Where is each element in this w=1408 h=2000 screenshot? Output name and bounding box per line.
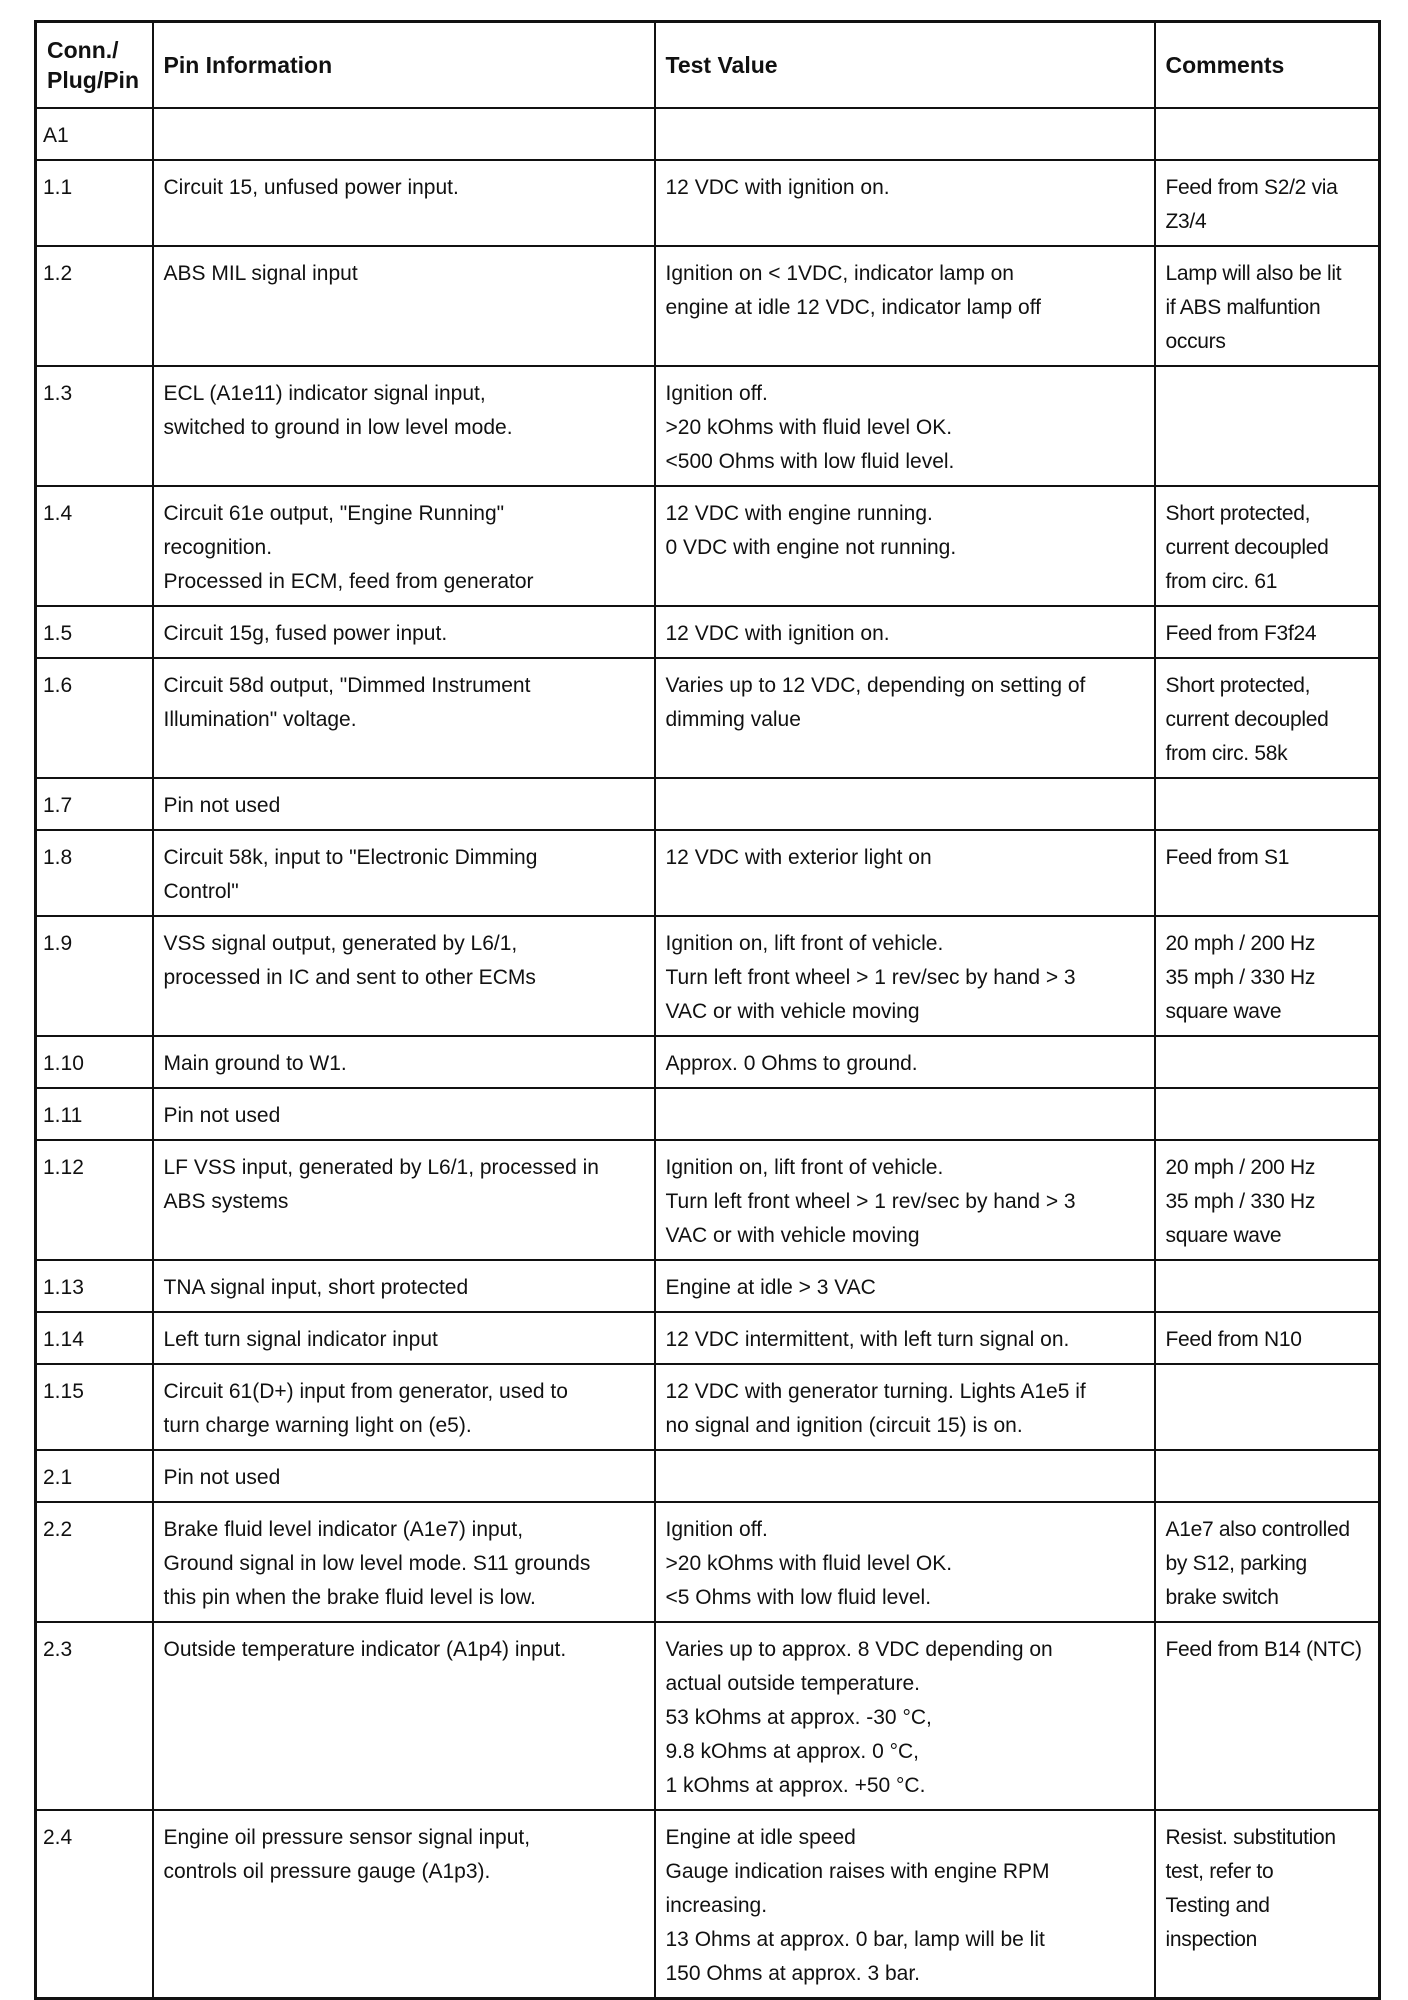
test-line: 12 VDC with ignition on. [665, 622, 890, 645]
comment-line: Feed from N10 [1165, 1328, 1302, 1351]
pin-information-cell [153, 1502, 655, 1622]
info-line: Engine oil pressure sensor signal input, [163, 1826, 531, 1849]
table-row [36, 108, 1380, 160]
pin-information-cell [153, 108, 655, 160]
pin-information-cell [153, 246, 655, 366]
comment-line: from circ. 61 [1165, 570, 1278, 593]
info-line: Pin not used [163, 1466, 281, 1489]
comment-line: Short protected, [1165, 674, 1311, 697]
info-line: ECL (A1e11) indicator signal input, [163, 382, 486, 405]
pin-id-cell: 1.8 [36, 830, 153, 916]
comment-line: 20 mph / 200 Hz [1165, 1156, 1316, 1179]
pin-information-cell [153, 366, 655, 486]
test-line: 12 VDC with engine running. [665, 502, 933, 525]
comments-cell [1155, 916, 1380, 1036]
info-line: VSS signal output, generated by L6/1, [163, 932, 518, 955]
table-row [36, 1502, 1380, 1622]
test-value-cell [655, 246, 1155, 366]
test-line: 53 kOhms at approx. -30 °C, [665, 1706, 932, 1729]
info-line: ABS systems [163, 1190, 289, 1213]
pin-id-cell: 1.1 [36, 160, 153, 246]
table-row [36, 486, 1380, 606]
info-line: processed in IC and sent to other ECMs [163, 966, 536, 989]
test-line: 12 VDC intermittent, with left turn signal on. [665, 1328, 1070, 1351]
info-line: controls oil pressure gauge (A1p3). [163, 1860, 491, 1883]
test-line: actual outside temperature. [665, 1672, 920, 1695]
comments-cell [1155, 1036, 1380, 1088]
comments-cell [1155, 1260, 1380, 1312]
test-line: Approx. 0 Ohms to ground. [665, 1052, 918, 1075]
pin-id-cell: 1.4 [36, 486, 153, 606]
info-line: turn charge warning light on (e5). [163, 1414, 472, 1437]
info-line: Brake fluid level indicator (A1e7) input, [163, 1518, 524, 1541]
info-line: Circuit 58k, input to "Electronic Dimming [163, 846, 538, 869]
header-test-value: Test Value [655, 22, 1155, 109]
test-value-cell [655, 606, 1155, 658]
test-value-cell [655, 778, 1155, 830]
pin-information-cell [153, 830, 655, 916]
test-line: 12 VDC with exterior light on [665, 846, 932, 869]
test-line: VAC or with vehicle moving [665, 1224, 920, 1247]
table-row [36, 778, 1380, 830]
comment-line: current decoupled [1165, 536, 1329, 559]
test-line: 9.8 kOhms at approx. 0 °C, [665, 1740, 920, 1763]
test-value-cell [655, 1364, 1155, 1450]
test-line: 13 Ohms at approx. 0 bar, lamp will be lit [665, 1928, 1045, 1951]
comments-cell [1155, 606, 1380, 658]
info-line: ABS MIL signal input [163, 262, 358, 285]
pin-information-cell [153, 1364, 655, 1450]
test-value-cell [655, 658, 1155, 778]
pin-id-cell: 1.11 [36, 1088, 153, 1140]
comments-cell [1155, 160, 1380, 246]
comments-cell [1155, 1450, 1380, 1502]
comment-line: square wave [1165, 1000, 1282, 1023]
comments-cell [1155, 658, 1380, 778]
table-row [36, 1036, 1380, 1088]
comment-line: 20 mph / 200 Hz [1165, 932, 1316, 955]
pin-id-cell: 1.14 [36, 1312, 153, 1364]
header-conn-line-2: Plug/Pin [47, 67, 139, 93]
table-row [36, 1088, 1380, 1140]
comments-cell [1155, 366, 1380, 486]
info-line: switched to ground in low level mode. [163, 416, 513, 439]
comments-cell [1155, 1622, 1380, 1810]
pin-id-cell: 2.1 [36, 1450, 153, 1502]
info-line: Control" [163, 880, 239, 903]
pin-table [34, 20, 1381, 2000]
info-line: recognition. [163, 536, 273, 559]
pin-information-cell [153, 160, 655, 246]
test-line: engine at idle 12 VDC, indicator lamp off [665, 296, 1041, 319]
table-body [36, 108, 1380, 1999]
table-row [36, 246, 1380, 366]
comments-cell [1155, 246, 1380, 366]
test-value-cell [655, 1036, 1155, 1088]
pin-id-cell: 1.15 [36, 1364, 153, 1450]
comment-line: Feed from B14 (NTC) [1165, 1638, 1362, 1661]
header-comments: Comments [1155, 22, 1380, 109]
comment-line: Short protected, [1165, 502, 1311, 525]
test-line: Ignition on, lift front of vehicle. [665, 1156, 944, 1179]
comment-line: inspection [1165, 1928, 1258, 1951]
comments-cell [1155, 486, 1380, 606]
test-value-cell [655, 1260, 1155, 1312]
pin-information-cell [153, 1260, 655, 1312]
table-row [36, 606, 1380, 658]
test-line: >20 kOhms with fluid level OK. [665, 416, 953, 439]
test-value-cell [655, 1622, 1155, 1810]
pin-id-cell: 1.3 [36, 366, 153, 486]
pin-information-cell [153, 658, 655, 778]
info-line: Pin not used [163, 794, 281, 817]
info-line: Processed in ECM, feed from generator [163, 570, 534, 593]
test-line: 1 kOhms at approx. +50 °C. [665, 1774, 926, 1797]
comment-line: Feed from S1 [1165, 846, 1290, 869]
header-row [36, 22, 1380, 109]
pin-information-cell [153, 1450, 655, 1502]
pin-information-cell [153, 1312, 655, 1364]
comment-line: A1e7 also controlled [1165, 1518, 1350, 1541]
info-line: LF VSS input, generated by L6/1, processed in [163, 1156, 599, 1179]
comment-line: 35 mph / 330 Hz [1165, 966, 1316, 989]
test-line: no signal and ignition (circuit 15) is on. [665, 1414, 1023, 1437]
info-line: Circuit 15, unfused power input. [163, 176, 459, 199]
comments-cell [1155, 830, 1380, 916]
table-row [36, 160, 1380, 246]
pin-information-cell [153, 1810, 655, 1999]
test-line: 150 Ohms at approx. 3 bar. [665, 1962, 920, 1985]
comment-line: Resist. substitution [1165, 1826, 1336, 1849]
table-row [36, 1810, 1380, 1999]
pin-id-cell: 2.3 [36, 1622, 153, 1810]
test-line: Gauge indication raises with engine RPM [665, 1860, 1050, 1883]
comment-line: Lamp will also be lit [1165, 262, 1342, 285]
info-line: Left turn signal indicator input [163, 1328, 438, 1351]
pin-id-cell: 1.12 [36, 1140, 153, 1260]
test-value-cell [655, 1312, 1155, 1364]
test-value-cell [655, 366, 1155, 486]
table-row [36, 366, 1380, 486]
test-line: Engine at idle speed [665, 1826, 856, 1849]
table-row [36, 916, 1380, 1036]
test-value-cell [655, 916, 1155, 1036]
test-line: Engine at idle > 3 VAC [665, 1276, 876, 1299]
table-row [36, 1622, 1380, 1810]
pin-information-cell [153, 1140, 655, 1260]
pin-id-cell: 1.2 [36, 246, 153, 366]
test-line: VAC or with vehicle moving [665, 1000, 920, 1023]
comment-line: occurs [1165, 330, 1226, 353]
test-value-cell [655, 1810, 1155, 1999]
info-line: Circuit 61e output, "Engine Running" [163, 502, 505, 525]
test-line: dimming value [665, 708, 801, 731]
test-value-cell [655, 1140, 1155, 1260]
table-row [36, 658, 1380, 778]
comment-line: current decoupled [1165, 708, 1329, 731]
test-line: increasing. [665, 1894, 768, 1917]
info-line: Illumination" voltage. [163, 708, 357, 731]
test-line: Varies up to 12 VDC, depending on setting of [665, 674, 1086, 697]
table-row [36, 1312, 1380, 1364]
pin-information-cell [153, 1622, 655, 1810]
test-value-cell [655, 830, 1155, 916]
comments-cell [1155, 1140, 1380, 1260]
pin-id-cell: 1.6 [36, 658, 153, 778]
comment-line: from circ. 58k [1165, 742, 1288, 765]
comment-line: square wave [1165, 1224, 1282, 1247]
table-row [36, 1364, 1380, 1450]
test-line: Ignition off. [665, 382, 768, 405]
comment-line: brake switch [1165, 1586, 1279, 1609]
comments-cell [1155, 1810, 1380, 1999]
comment-line: test, refer to [1165, 1860, 1274, 1883]
test-line: >20 kOhms with fluid level OK. [665, 1552, 953, 1575]
table-row [36, 830, 1380, 916]
test-line: Varies up to approx. 8 VDC depending on [665, 1638, 1053, 1661]
pin-information-cell [153, 916, 655, 1036]
comment-line: Feed from S2/2 via [1165, 176, 1338, 199]
comment-line: Z3/4 [1165, 210, 1207, 233]
pin-id-cell: 2.2 [36, 1502, 153, 1622]
pin-information-cell [153, 486, 655, 606]
comment-line: by S12, parking [1165, 1552, 1307, 1575]
pin-id-cell: 1.13 [36, 1260, 153, 1312]
pin-table-container [34, 20, 1378, 2000]
header-pin-information: Pin Information [153, 22, 655, 109]
info-line: Outside temperature indicator (A1p4) input. [163, 1638, 567, 1661]
test-line: 0 VDC with engine not running. [665, 536, 957, 559]
test-line: Turn left front wheel > 1 rev/sec by hand > 3 [665, 1190, 1076, 1213]
test-line: Ignition on < 1VDC, indicator lamp on [665, 262, 1014, 285]
info-line: Circuit 58d output, "Dimmed Instrument [163, 674, 531, 697]
test-line: 12 VDC with generator turning. Lights A1e5 if [665, 1380, 1086, 1403]
pin-id-cell: 1.10 [36, 1036, 153, 1088]
pin-id-cell: A1 [36, 108, 153, 160]
header-conn-plug-pin [36, 22, 153, 109]
test-value-cell [655, 1502, 1155, 1622]
pin-id-cell: 1.9 [36, 916, 153, 1036]
test-line: <5 Ohms with low fluid level. [665, 1586, 932, 1609]
info-line: this pin when the brake fluid level is low. [163, 1586, 536, 1609]
pin-information-cell [153, 1036, 655, 1088]
info-line: Circuit 15g, fused power input. [163, 622, 448, 645]
test-line: <500 Ohms with low fluid level. [665, 450, 955, 473]
pin-information-cell [153, 1088, 655, 1140]
test-value-cell [655, 1450, 1155, 1502]
test-value-cell [655, 160, 1155, 246]
comment-line: if ABS malfuntion [1165, 296, 1321, 319]
comments-cell [1155, 1364, 1380, 1450]
comments-cell [1155, 108, 1380, 160]
pin-id-cell: 2.4 [36, 1810, 153, 1999]
test-value-cell [655, 1088, 1155, 1140]
info-line: TNA signal input, short protected [163, 1276, 469, 1299]
info-line: Circuit 61(D+) input from generator, used to [163, 1380, 568, 1403]
comment-line: Feed from F3f24 [1165, 622, 1317, 645]
comments-cell [1155, 778, 1380, 830]
table-row [36, 1450, 1380, 1502]
pin-id-cell: 1.7 [36, 778, 153, 830]
test-value-cell [655, 486, 1155, 606]
pin-id-cell: 1.5 [36, 606, 153, 658]
header-conn-line-1: Conn./ [47, 37, 119, 63]
test-value-cell [655, 108, 1155, 160]
table-row [36, 1260, 1380, 1312]
pin-information-cell [153, 778, 655, 830]
comments-cell [1155, 1502, 1380, 1622]
test-line: Ignition on, lift front of vehicle. [665, 932, 944, 955]
pin-information-cell [153, 606, 655, 658]
comment-line: 35 mph / 330 Hz [1165, 1190, 1316, 1213]
test-line: Ignition off. [665, 1518, 768, 1541]
comment-line: Testing and [1165, 1894, 1270, 1917]
comments-cell [1155, 1088, 1380, 1140]
table-row [36, 1140, 1380, 1260]
info-line: Ground signal in low level mode. S11 grounds [163, 1552, 591, 1575]
test-line: Turn left front wheel > 1 rev/sec by hand > 3 [665, 966, 1076, 989]
test-line: 12 VDC with ignition on. [665, 176, 890, 199]
comments-cell [1155, 1312, 1380, 1364]
info-line: Main ground to W1. [163, 1052, 347, 1075]
info-line: Pin not used [163, 1104, 281, 1127]
